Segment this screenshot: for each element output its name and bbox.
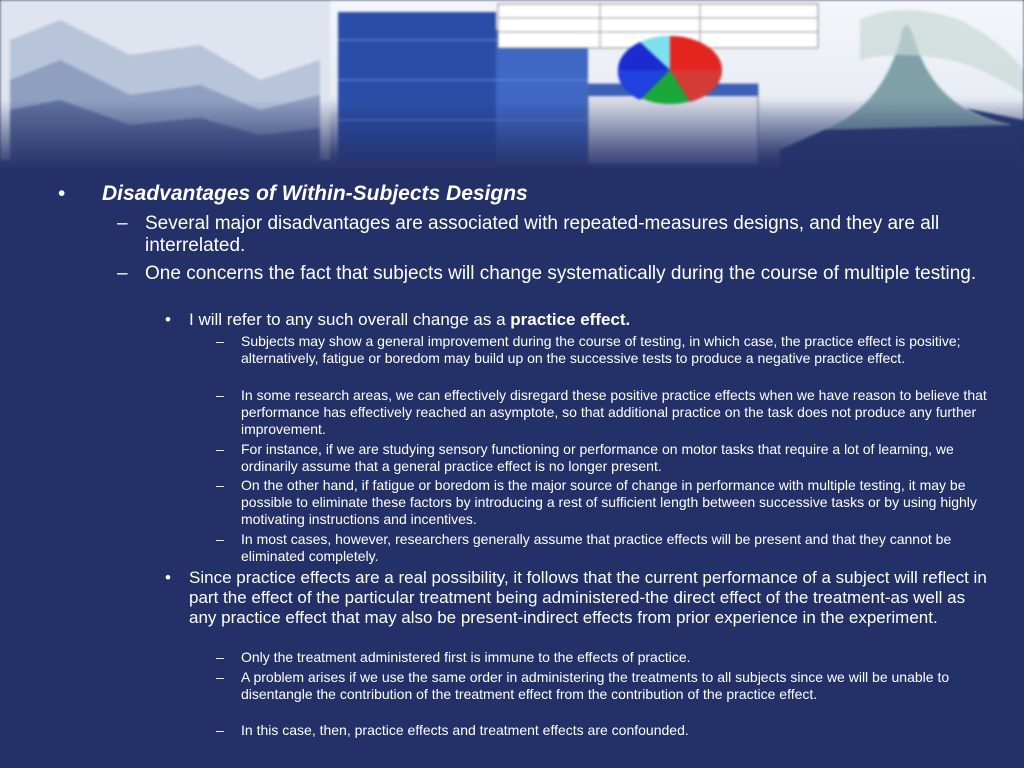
bullet-dot: •: [58, 182, 66, 205]
bullet-dash: –: [216, 531, 224, 547]
slide-heading: Disadvantages of Within-Subjects Designs: [102, 182, 528, 205]
detail-item: [216, 441, 994, 475]
bullet-dash: –: [216, 669, 224, 685]
point-2: [117, 263, 997, 285]
banner-fade: [0, 100, 1024, 175]
heading-bullet: [58, 182, 998, 206]
practice-prefix: I will refer to any such overall change as a: [189, 310, 511, 329]
practice-effect-point: [165, 310, 995, 330]
bullet-dash: –: [117, 263, 128, 284]
bullet-dash: –: [216, 477, 224, 493]
detail-text: Only the treatment administered first is immune to the effects of practice.: [241, 649, 691, 665]
detail-text: A problem arises if we use the same order in administering the treatments to all subjects since we will be unable to disentangle the contribution of the treatment effect from the contribution of the practice effect.: [241, 669, 950, 702]
detail-item: [216, 387, 994, 438]
detail-item: [216, 722, 994, 739]
detail-text: On the other hand, if fatigue or boredom is the major source of change in performance with multiple testing, it may be possible to eliminate these factors by introducing a rest of sufficient length between successive tasks or by using highly motivating instructions and incentives.: [241, 477, 977, 527]
point-text: Several major disadvantages are associated with repeated-measures designs, and they are all interrelated.: [145, 213, 940, 256]
detail-item: [216, 531, 994, 565]
detail-text: Subjects may show a general improvement during the course of testing, in which case, the practice effect is positive; alternatively, fatigue or boredom may build up on the successive tests to produce a negative practice effect.: [241, 333, 961, 366]
confound-text: Since practice effects are a real possibility, it follows that the current performance of a subject will reflect in part the effect of the particular treatment being administered-the direct effect of the treatment-as well as any practice effect that may also be present-indirect effects from prior experience in the experiment.: [189, 568, 987, 627]
point-1: [117, 213, 997, 257]
detail-text: In this case, then, practice effects and treatment effects are confounded.: [241, 722, 689, 738]
detail-item: [216, 649, 994, 666]
bullet-dash: –: [216, 649, 224, 665]
bullet-dash: –: [216, 722, 224, 738]
detail-item: [216, 333, 994, 367]
practice-effect-text: [189, 310, 995, 330]
practice-term: practice effect.: [510, 310, 631, 329]
confound-point: [165, 568, 995, 628]
detail-text: In most cases, however, researchers generally assume that practice effects will be present and that they cannot be eliminated completely.: [241, 531, 952, 564]
bullet-dash: –: [117, 213, 128, 234]
detail-item: [216, 477, 994, 528]
bullet-dot: •: [165, 568, 171, 587]
detail-text: For instance, if we are studying sensory functioning or performance on motor tasks that require a lot of learning, we ordinarily assume that a general practice effect is no longer present.: [241, 441, 954, 474]
bullet-dot: •: [165, 310, 171, 329]
detail-item: [216, 669, 994, 703]
bullet-dash: –: [216, 333, 224, 349]
bullet-dash: –: [216, 387, 224, 403]
detail-text: In some research areas, we can effectively disregard these positive practice effects when we have reason to believe that performance has effectively reached an asymptote, so that additional practice on the task does not produce any further improvement.: [241, 387, 987, 437]
point-text: One concerns the fact that subjects will change systematically during the course of multiple testing.: [145, 263, 977, 284]
bullet-dash: –: [216, 441, 224, 457]
